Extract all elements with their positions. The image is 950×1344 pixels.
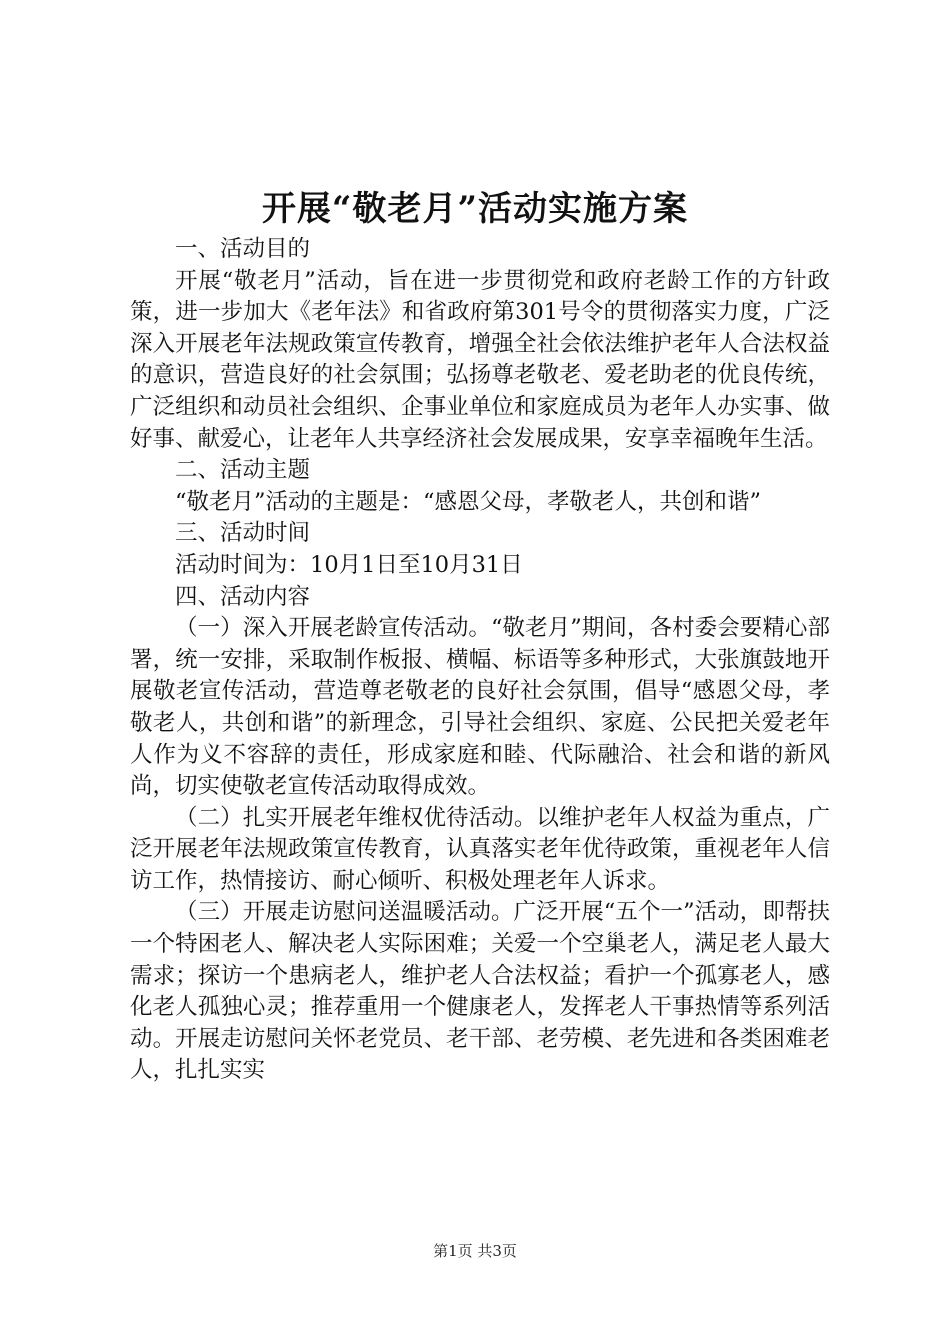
section-heading: 二、活动主题 — [175, 457, 311, 484]
document-body — [130, 234, 830, 1087]
body-paragraph: （三）开展走访慰问送温暖活动。广泛开展“五个一”活动，即帮扶一个特困老人、解决老人实际困难；关爱一个空巢老人，满足老人最大需求；探访一个患病老人，维护老人合法权益；看护一个孤寡老人，感化老人孤独心灵；推荐重用一个健康老人，发挥老人干事热情等系列活动。开展走访慰问关怀老党员、老干部、老劳模、老先进和各类困难老人，扎扎实实 — [130, 899, 830, 1084]
body-paragraph: 活动时间为：10月1日至10月31日 — [175, 551, 523, 578]
page-footer: 第1页 共3页 — [433, 1242, 517, 1260]
section-heading: 三、活动时间 — [175, 520, 311, 547]
document-title: 开展“敬老月”活动实施方案 — [261, 189, 689, 229]
section-heading: 四、活动内容 — [175, 583, 311, 610]
body-paragraph: （二）扎实开展老年维权优待活动。以维护老年人权益为重点，广泛开展老年法规政策宣传教育，认真落实老年优待政策，重视老年人信访工作，热情接访、耐心倾听、积极处理老年人诉求。 — [130, 804, 830, 894]
body-paragraph: 开展“敬老月”活动，旨在进一步贯彻党和政府老龄工作的方针政策，进一步加大《老年法》和省政府第301号令的贯彻落实力度，广泛深入开展老年法规政策宣传教育，增强全社会依法维护老年人合法权益的意识，营造良好的社会氛围；弘扬尊老敬老、爱老助老的优良传统，广泛组织和动员社会组织、企事业单位和家庭成员为老年人办实事、做好事、献爱心，让老年人共享经济社会发展成果，安享幸福晚年生活。 — [130, 267, 830, 452]
section-heading: 一、活动目的 — [175, 236, 311, 262]
body-paragraph: “敬老月”活动的主题是：“感恩父母，孝敬老人，共创和谐” — [175, 488, 762, 515]
body-paragraph: （一）深入开展老龄宣传活动。“敬老月”期间，各村委会要精心部署，统一安排，采取制作板报、横幅、标语等多种形式，大张旗鼓地开展敬老宣传活动，营造尊老敬老的良好社会氛围，倡导“感恩父母，孝敬老人，共创和谐”的新理念，引导社会组织、家庭、公民把关爱老年人作为义不容辞的责任，形成家庭和睦、代际融洽、社会和谐的新风尚，切实使敬老宣传活动取得成效。 — [130, 615, 830, 800]
